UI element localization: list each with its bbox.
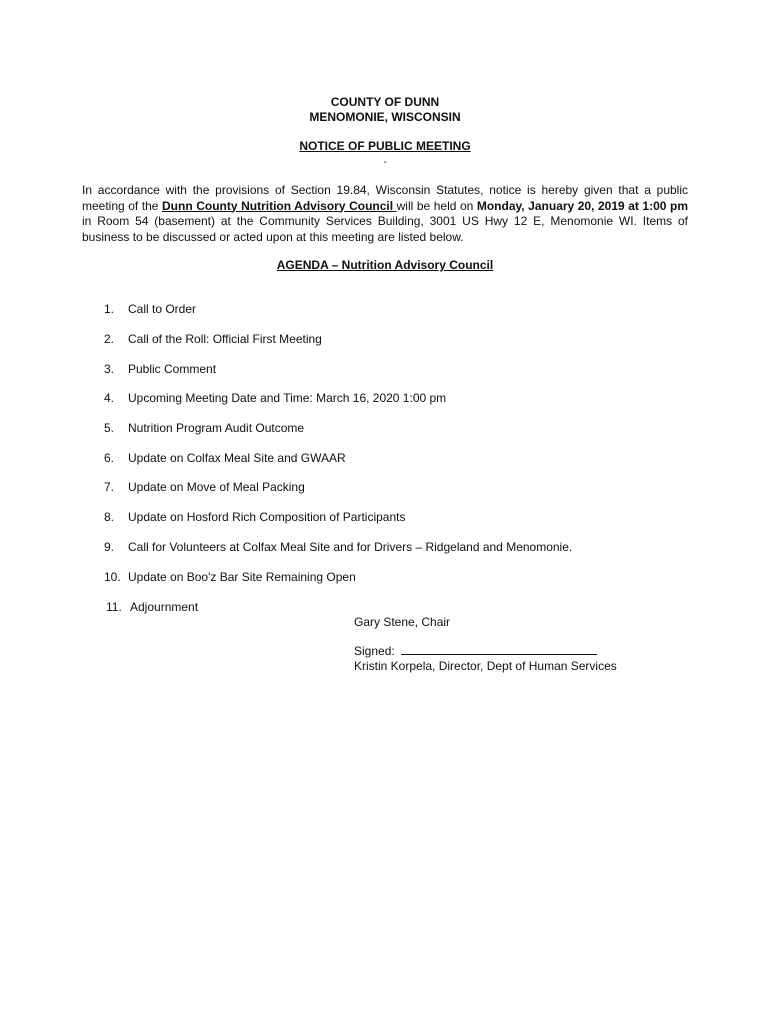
- agenda-item: [104, 302, 196, 317]
- intro-part3: in Room 54 (basement) at the Community Services Building, 3001 US Hwy 12 E, Menomonie WI. Items of business to be discussed or acted upon at this meeting are listed below.: [82, 214, 688, 244]
- agenda-item-number: 5.: [104, 421, 115, 435]
- director-name: Kristin Korpela, Director, Dept of Human Services: [354, 659, 617, 673]
- agenda-item-number: 2.: [104, 332, 115, 346]
- agenda-item-text: Update on Colfax Meal Site and GWAAR: [128, 451, 346, 465]
- agenda-item-number: 7.: [104, 480, 115, 494]
- agenda-item-number: 10.: [104, 570, 121, 584]
- agenda-item: [104, 570, 356, 585]
- agenda-title: [0, 258, 770, 273]
- agenda-item-text: Adjournment: [130, 600, 199, 614]
- agenda-item: [106, 600, 198, 615]
- agenda-item: [104, 510, 405, 525]
- separator-dash: -: [383, 157, 387, 168]
- agenda-item-number: 8.: [104, 510, 115, 524]
- meeting-datetime: Monday, January 20, 2019 at 1:00 pm: [476, 198, 688, 213]
- agenda-item-text: Nutrition Program Audit Outcome: [128, 421, 305, 435]
- agenda-item-number: 9.: [104, 540, 115, 554]
- agenda-item: [104, 451, 346, 466]
- agenda-item: [104, 391, 446, 406]
- signed-line: [354, 644, 597, 659]
- intro-paragraph: [82, 183, 688, 245]
- agenda-item-text: Update on Boo'z Bar Site Remaining Open: [128, 570, 356, 584]
- agenda-item: [104, 540, 572, 555]
- agenda-item-text: Update on Hosford Rich Composition of Participants: [128, 510, 406, 524]
- agenda-item-number: 6.: [104, 451, 115, 465]
- agenda-item-number: 4.: [104, 391, 115, 405]
- signature-line: [401, 644, 597, 655]
- signed-label: Signed:: [354, 644, 395, 658]
- agenda-item: [104, 480, 305, 495]
- agenda-item-text: Call of the Roll: Official First Meeting: [128, 332, 322, 346]
- agenda-item: [104, 421, 304, 436]
- council-name: Dunn County Nutrition Advisory Council: [162, 198, 397, 213]
- county-heading: COUNTY OF DUNN: [330, 95, 440, 109]
- notice-title: [0, 139, 770, 154]
- agenda-item-text: Call for Volunteers at Colfax Meal Site and for Drivers – Ridgeland and Menomonie.: [128, 540, 573, 554]
- agenda-item: [104, 362, 216, 377]
- agenda-item-text: Public Comment: [128, 362, 217, 376]
- agenda-item: [104, 332, 322, 347]
- notice-title-text: NOTICE OF PUBLIC MEETING: [299, 139, 471, 153]
- agenda-item-number: 1.: [104, 302, 115, 316]
- agenda-item-number: 3.: [104, 362, 115, 376]
- agenda-title-text: AGENDA – Nutrition Advisory Council: [276, 258, 494, 272]
- agenda-item-text: Call to Order: [128, 302, 197, 316]
- intro-part1: In accordance with the provisions of Section 19.84, Wisconsin Statutes, notice is hereby given that a public meeting of the: [82, 183, 688, 213]
- chair-name: Gary Stene, Chair: [354, 615, 451, 629]
- city-heading: MENOMONIE, WISCONSIN: [309, 110, 461, 124]
- agenda-item-text: Update on Move of Meal Packing: [128, 480, 305, 494]
- agenda-item-text: Upcoming Meeting Date and Time: March 16, 2020 1:00 pm: [128, 391, 447, 405]
- agenda-item-number: 11.: [106, 600, 122, 614]
- intro-part2: will be held on: [396, 198, 477, 213]
